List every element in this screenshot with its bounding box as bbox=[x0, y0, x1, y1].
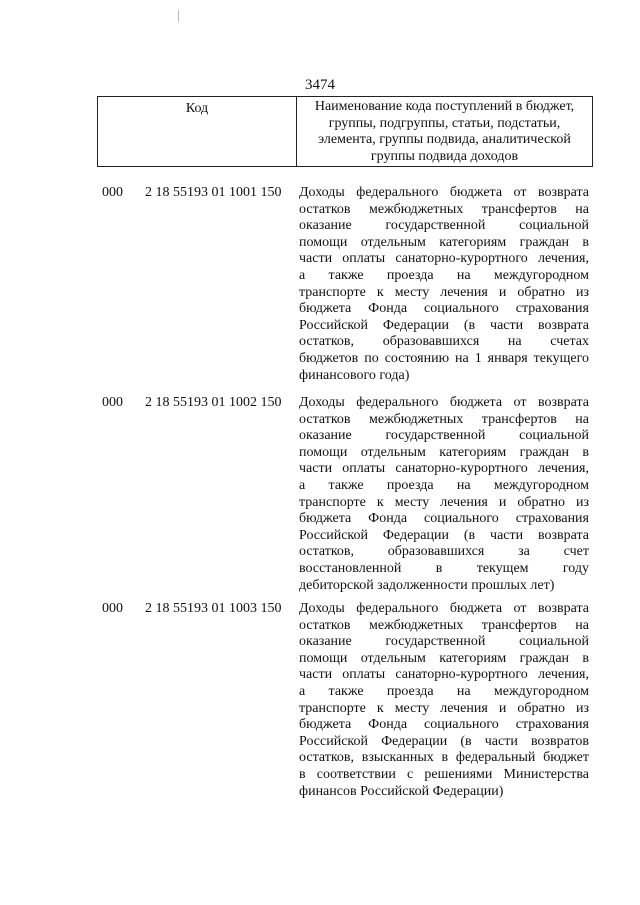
description-line: а также проезда на междугородном bbox=[299, 683, 589, 699]
admin-code: 000 bbox=[102, 601, 123, 616]
description-line: остатков межбюджетных трансфертов на bbox=[299, 201, 589, 217]
description-line: остатков, образовавшихся на счетах bbox=[299, 334, 589, 350]
description-line: остатков, образовавшихся за счет bbox=[299, 544, 589, 560]
description-line: бюджета Фонда социального страхования bbox=[299, 301, 589, 317]
description-line: остатков, взысканных в федеральный бюджет bbox=[299, 750, 589, 766]
description-line: Доходы федерального бюджета от возврата bbox=[299, 185, 589, 200]
description-line: дебиторской задолженности прошлых лет) bbox=[299, 577, 555, 593]
description-line: Доходы федерального бюджета от возврата bbox=[299, 395, 589, 410]
description-line: остатков межбюджетных трансфертов на bbox=[299, 617, 589, 633]
description-line: Доходы федерального бюджета от возврата bbox=[299, 601, 589, 616]
admin-code: 000 bbox=[102, 395, 123, 410]
description-line: восстановленной в текущем году bbox=[299, 560, 589, 576]
description-line: остатков межбюджетных трансфертов на bbox=[299, 411, 589, 427]
description-line: бюджета Фонда социального страхования bbox=[299, 511, 589, 527]
header-code-cell: Код bbox=[98, 97, 297, 166]
description-line: в соответствии с решениями Министерства bbox=[299, 766, 589, 782]
header-name-cell: Наименование кода поступлений в бюджет, группы, подгруппы, статьи, подстатьи, элемента, группы подвида, аналитической группы подвида доходов bbox=[314, 99, 575, 164]
description-line: транспорте к месту лечения и обратно из bbox=[299, 494, 589, 510]
description-line: Российской Федерации (в части возвратов bbox=[299, 733, 589, 749]
description-line: части оплаты санаторно-курортного лечения, bbox=[299, 251, 589, 267]
page-number: 3474 bbox=[305, 77, 335, 93]
description-line: оказание государственной социальной bbox=[299, 428, 589, 444]
description-line: части оплаты санаторно-курортного лечения, bbox=[299, 667, 589, 683]
description-line: транспорте к месту лечения и обратно из bbox=[299, 700, 589, 716]
description-line: транспорте к месту лечения и обратно из bbox=[299, 284, 589, 300]
description-line: помощи отдельным категориям граждан в bbox=[299, 650, 589, 666]
revenue-code: 2 18 55193 01 1002 150 bbox=[145, 395, 282, 410]
revenue-code: 2 18 55193 01 1001 150 bbox=[145, 185, 282, 200]
description-line: Российской Федерации (в части возврата bbox=[299, 317, 589, 333]
description-line: а также проезда на междугородном bbox=[299, 267, 589, 283]
table-header bbox=[97, 96, 593, 167]
revenue-code: 2 18 55193 01 1003 150 bbox=[145, 601, 282, 616]
admin-code: 000 bbox=[102, 185, 123, 200]
description-line: бюджетов по состоянию на 1 января текущего bbox=[299, 350, 589, 366]
description-line: финансов Российской Федерации) bbox=[299, 783, 504, 799]
description-line: помощи отдельным категориям граждан в bbox=[299, 234, 589, 250]
description-line: бюджета Фонда социального страхования bbox=[299, 717, 589, 733]
description-line: Российской Федерации (в части возврата bbox=[299, 527, 589, 543]
description-line: оказание государственной социальной bbox=[299, 218, 589, 234]
description-line: оказание государственной социальной bbox=[299, 634, 589, 650]
description-line: а также проезда на междугородном bbox=[299, 477, 589, 493]
revenue-description bbox=[299, 185, 589, 384]
revenue-description bbox=[299, 395, 589, 594]
description-line: части оплаты санаторно-курортного лечения, bbox=[299, 461, 589, 477]
description-line: финансового года) bbox=[299, 367, 410, 383]
scan-mark bbox=[178, 10, 179, 22]
description-line: помощи отдельным категориям граждан в bbox=[299, 444, 589, 460]
revenue-description bbox=[299, 601, 589, 800]
